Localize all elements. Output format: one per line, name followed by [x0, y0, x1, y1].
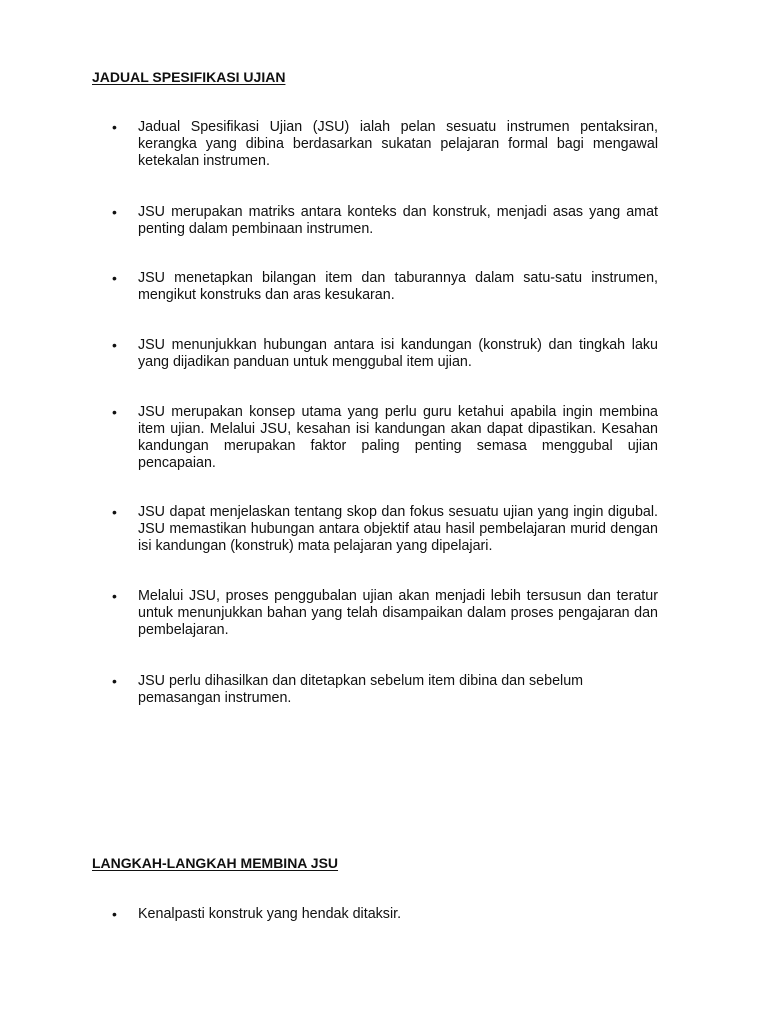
bullet-icon: •	[112, 337, 117, 353]
bullet-icon: •	[112, 404, 117, 420]
list-item-text: JSU merupakan konsep utama yang perlu guru ketahui apabila ingin membina item ujian. Melalui JSU, kesahan isi kandungan akan dapat dipastikan. Kesahan kandungan merupakan faktor paling penting semasa menggubal ujian pencapaian.	[138, 404, 658, 471]
section-heading-jadual-spesifikasi-ujian: JADUAL SPESIFIKASI UJIAN	[92, 69, 286, 85]
list-item	[112, 906, 658, 923]
list-item-text: JSU menunjukkan hubungan antara isi kandungan (konstruk) dan tingkah laku yang dijadikan panduan untuk menggubal item ujian.	[138, 337, 658, 370]
bullet-icon: •	[112, 906, 117, 922]
list-item	[112, 337, 658, 371]
list-item	[112, 119, 658, 170]
list-item-text: JSU perlu dihasilkan dan ditetapkan sebelum item dibina dan sebelum pemasangan instrumen.	[138, 673, 584, 706]
list-item	[112, 588, 658, 639]
list-item-text: JSU dapat menjelaskan tentang skop dan fokus sesuatu ujian yang ingin digubal. JSU memastikan hubungan antara objektif atau hasil pembelajaran murid dengan isi kandungan (konstruk) mata pelajaran yang dipelajari.	[138, 504, 658, 554]
list-item	[112, 673, 658, 707]
list-item-text: JSU merupakan matriks antara konteks dan konstruk, menjadi asas yang amat penting dalam pembinaan instrumen.	[138, 204, 658, 237]
list-item	[112, 204, 658, 238]
list-item	[112, 404, 658, 472]
list-item	[112, 270, 658, 304]
bullet-icon: •	[112, 119, 117, 135]
section-heading-langkah-langkah-membina-jsu: LANGKAH-LANGKAH MEMBINA JSU	[92, 855, 339, 871]
bullet-icon: •	[112, 270, 117, 286]
list-item-text: Melalui JSU, proses penggubalan ujian akan menjadi lebih tersusun dan teratur untuk menunjukkan bahan yang telah disampaikan dalam proses pengajaran dan pembelajaran.	[138, 588, 658, 638]
list-item-text: Kenalpasti konstruk yang hendak ditaksir.	[138, 906, 402, 922]
list-item-text: JSU menetapkan bilangan item dan taburannya dalam satu-satu instrumen, mengikut konstruks dan aras kesukaran.	[138, 270, 658, 303]
bullet-icon: •	[112, 673, 117, 689]
list-item-text: Jadual Spesifikasi Ujian (JSU) ialah pelan sesuatu instrumen pentaksiran, kerangka yang dibina berdasarkan sukatan pelajaran formal bagi mengawal ketekalan instrumen.	[138, 119, 658, 169]
list-item	[112, 504, 658, 555]
bullet-icon: •	[112, 204, 117, 220]
bullet-icon: •	[112, 588, 117, 604]
bullet-icon: •	[112, 504, 117, 520]
